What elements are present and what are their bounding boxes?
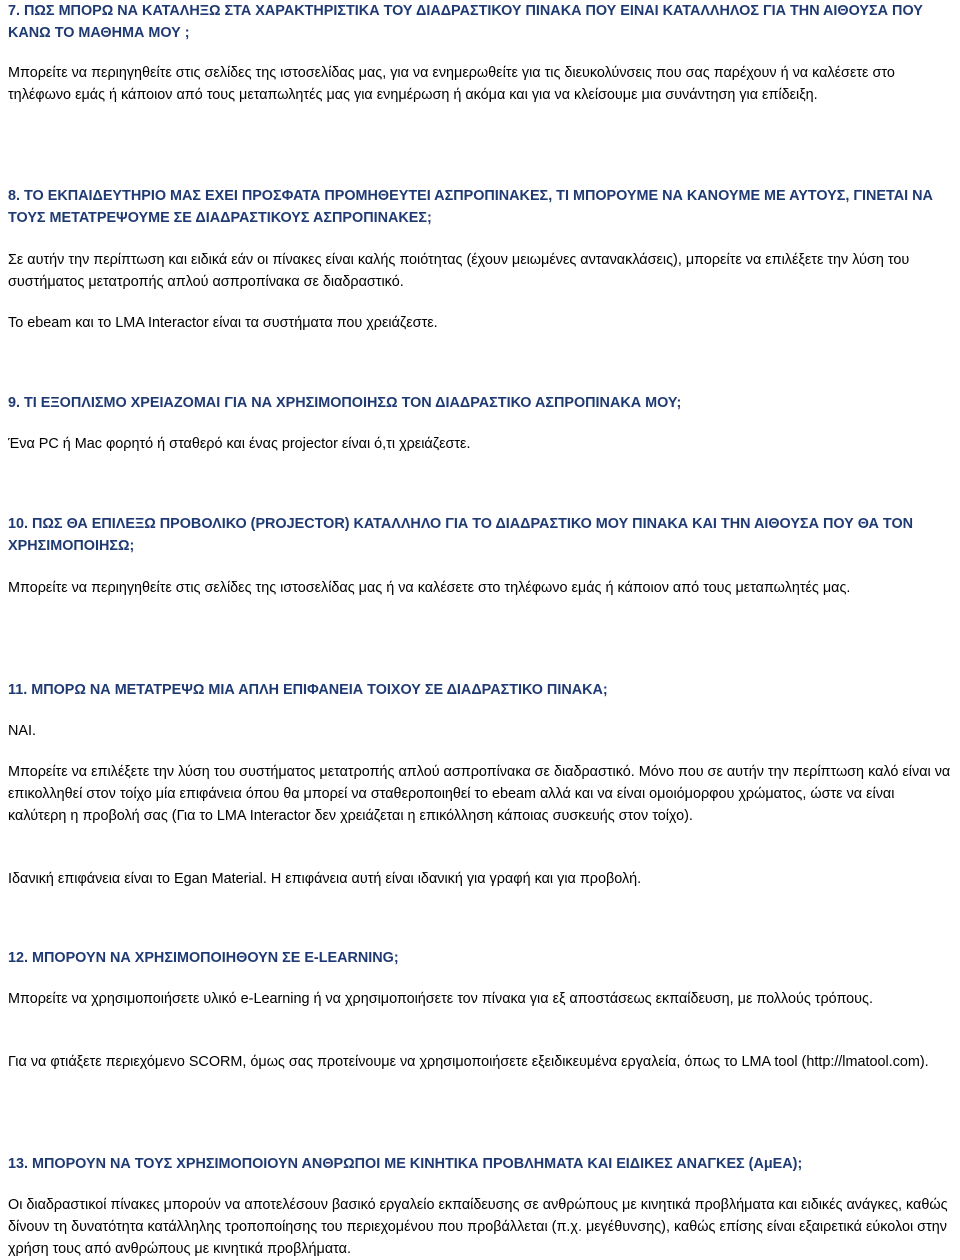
faq-heading-11: 11. ΜΠΟΡΩ ΝΑ ΜΕΤΑΤΡΕΨΩ ΜΙΑ ΑΠΛΗ ΕΠΙΦΑΝΕΙΑ ΤΟΙΧΟΥ ΣΕ ΔΙΑΔΡΑΣΤΙΚΟ ΠΙΝΑΚΑ; xyxy=(8,682,608,698)
faq-heading-13: 13. ΜΠΟΡΟΥΝ ΝΑ ΤΟΥΣ ΧΡΗΣΙΜΟΠΟΙΟΥΝ ΑΝΘΡΩΠΟΙ ΜΕ ΚΙΝΗΤΙΚΑ ΠΡΟΒΛΗΜΑΤΑ ΚΑΙ ΕΙΔΙΚΕΣ ΑΝΑΓΚΕΣ (ΑμΕΑ); xyxy=(8,1156,803,1172)
faq-answer-7-p1: Μπορείτε να περιηγηθείτε στις σελίδες της ιστοσελίδας μας, για να ενημερωθείτε για τις διευκολύνσεις που σας παρέχουν ή να καλέσετε στο τηλέφωνο εμάς ή κάποιον από τους μεταπωλητές μας για ενημέρωση ή ακόμα και για να κλείσουμε μια συνάντηση για επίδειξη. xyxy=(8,65,895,103)
faq-heading-12: 12. ΜΠΟΡΟΥΝ ΝΑ ΧΡΗΣΙΜΟΠΟΙΗΘΟΥΝ ΣΕ E-LEARNING; xyxy=(8,950,399,966)
faq-answer-13-p1: Οι διαδραστικοί πίνακες μπορούν να αποτελέσουν βασικό εργαλείο εκπαίδευσης σε ανθρώπους με κινητικά προβλήματα και ειδικές ανάγκες, καθώς δίνουν τη δυνατότητα κατάλληλης τροποποίησης του περιεχομένου που προβάλλεται (π.χ. μεγέθυνσης), καθώς επίσης είναι εξαιρετικά εύκολοι στην χρήση τους από ανθρώπους με κινητικά προβλήματα. xyxy=(8,1197,948,1257)
faq-answer-9-p1: Ένα PC ή Mac φορητό ή σταθερό και ένας projector είναι ό,τι χρειάζεστε. xyxy=(8,436,471,452)
faq-answer-10-p1: Μπορείτε να περιηγηθείτε στις σελίδες της ιστοσελίδας μας ή να καλέσετε στο τηλέφωνο εμάς ή κάποιον από τους μεταπωλητές μας. xyxy=(8,580,851,596)
faq-answer-8-p1: Σε αυτήν την περίπτωση και ειδικά εάν οι πίνακες είναι καλής ποιότητας (έχουν μειωμένες αντανακλάσεις), μπορείτε να επιλέξετε την λύση του συστήματος μετατροπής απλού ασπροπίνακα σε διαδραστικό. xyxy=(8,252,910,290)
faq-answer-12-p1: Μπορείτε να χρησιμοποιήσετε υλικό e-Learning ή να χρησιμοποιήσετε τον πίνακα για εξ αποστάσεως εκπαίδευση, με πολλούς τρόπους. xyxy=(8,991,873,1007)
faq-heading-9: 9. ΤΙ ΕΞΟΠΛΙΣΜΟ ΧΡΕΙΑΖΟΜΑΙ ΓΙΑ ΝΑ ΧΡΗΣΙΜΟΠΟΙΗΣΩ ΤΟΝ ΔΙΑΔΡΑΣΤΙΚΟ ΑΣΠΡΟΠΙΝΑΚΑ ΜΟΥ; xyxy=(8,395,682,411)
faq-answer-11-p3: Ιδανική επιφάνεια είναι το Egan Material. Η επιφάνεια αυτή είναι ιδανική για γραφή και για προβολή. xyxy=(8,871,642,887)
faq-answer-8-p2: Το ebeam και το LMA Interactor είναι τα συστήματα που χρειάζεστε. xyxy=(8,315,438,331)
faq-heading-8: 8. ΤΟ ΕΚΠΑΙΔΕΥΤΗΡΙΟ ΜΑΣ ΕΧΕΙ ΠΡΟΣΦΑΤΑ ΠΡΟΜΗΘΕΥΤΕΙ ΑΣΠΡΟΠΙΝΑΚΕΣ, ΤΙ ΜΠΟΡΟΥΜΕ ΝΑ ΚΑΝΟΥΜΕ ΜΕ ΑΥΤΟΥΣ, ΓΙΝΕΤΑΙ ΝΑ ΤΟΥΣ ΜΕΤΑΤΡΕΨΟΥΜΕ ΣΕ ΔΙΑΔΡΑΣΤΙΚΟΥΣ ΑΣΠΡΟΠΙΝΑΚΕΣ; xyxy=(8,188,933,226)
faq-heading-7: 7. ΠΩΣ ΜΠΟΡΩ ΝΑ ΚΑΤΑΛΗΞΩ ΣΤΑ ΧΑΡΑΚΤΗΡΙΣΤΙΚΑ ΤΟΥ ΔΙΑΔΡΑΣΤΙΚΟΥ ΠΙΝΑΚΑ ΠΟΥ ΕΙΝΑΙ ΚΑΤΑΛΛΗΛΟΣ ΓΙΑ ΤΗΝ ΑΙΘΟΥΣΑ ΠΟΥ ΚΑΝΩ ΤΟ ΜΑΘΗΜΑ ΜΟΥ ; xyxy=(8,3,923,41)
faq-answer-11-p1: ΝΑΙ. xyxy=(8,723,36,739)
faq-heading-10: 10. ΠΩΣ ΘΑ ΕΠΙΛΕΞΩ ΠΡΟΒΟΛΙΚΟ (PROJECTOR) ΚΑΤΑΛΛΗΛΟ ΓΙΑ ΤΟ ΔΙΑΔΡΑΣΤΙΚΟ ΜΟΥ ΠΙΝΑΚΑ ΚΑΙ ΤΗΝ ΑΙΘΟΥΣΑ ΠΟΥ ΘΑ ΤΟΝ ΧΡΗΣΙΜΟΠΟΙΗΣΩ; xyxy=(8,516,914,554)
faq-answer-11-p2: Μπορείτε να επιλέξετε την λύση του συστήματος μετατροπής απλού ασπροπίνακα σε διαδραστικό. Μόνο που σε αυτήν την περίπτωση καλό είναι να επικολληθεί στον τοίχο μία επιφάνεια όπου θα μπορεί να σταθεροποιηθεί το ebeam αλλά και να είναι ομοιόμορφου χρώματος, ώστε να είναι καλύτερη η προβολή σας (Για το LMA Interactor δεν χρειάζεται η επικόλληση κάποιας συσκευής στον τοίχο). xyxy=(8,764,951,824)
faq-answer-12-p2: Για να φτιάξετε περιεχόμενο SCORM, όμως σας προτείνουμε να χρησιμοποιήσετε εξειδικευμένα εργαλεία, όπως το LMA tool (http://lmatool.com). xyxy=(8,1054,929,1070)
